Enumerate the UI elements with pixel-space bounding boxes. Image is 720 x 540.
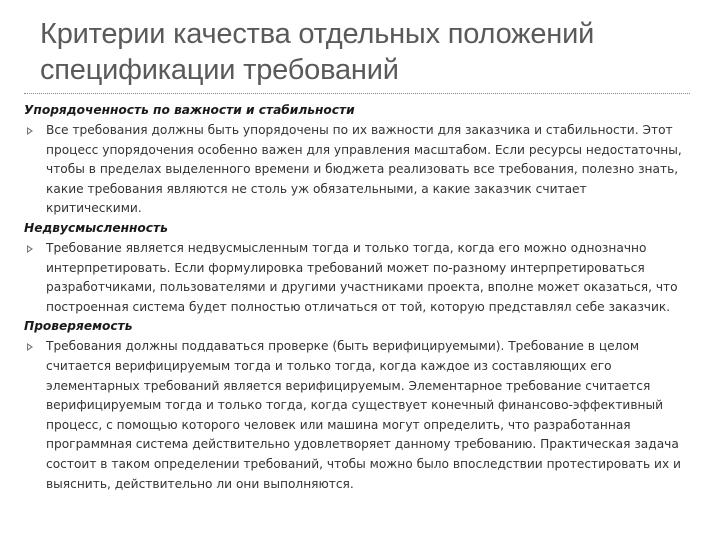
slide-title: Критерии качества отдельных положений спецификации требований [40, 18, 595, 86]
section-heading-verifiability: Проверяемость [24, 319, 133, 334]
section-text-verifiability [24, 337, 684, 494]
section-text-ordering [24, 121, 684, 219]
section-text-unambiguity [24, 239, 684, 317]
section-body-unambiguity: Требование является недвусмысленным тогда и только тогда, когда его можно однозначно интерпретировать. Если формулировка требований может по-разному интерпретироваться разработчиками, пользователями и другими участниками проекта, вполне может оказаться, что построенная система будет полностью отличаться от той, которую представлял себе заказчик. [46, 240, 678, 314]
section-body-verifiability: Требования должны поддаваться проверке (быть верифицируемыми). Требование в целом считается верифицируемым тогда и только тогда, когда каждое из составляющих его элементарных требований является верифицируемым. Элементарное требование считается верифицируемым тогда и только тогда, когда существует конечный финансово-эффективный процесс, с помощью которого человек или машина могут определить, что разработанная программная система действительно удовлетворяет данному требованию. Практическая задача состоит в таком определении требований, чтобы можно было впоследствии протестировать их и выяснить, действительно ли они выполняются. [46, 339, 681, 491]
section-heading-unambiguity: Недвусмысленность [24, 220, 168, 235]
title-divider [24, 93, 690, 94]
bullet-arrow-inner [28, 247, 31, 251]
slide-content [24, 101, 684, 494]
bullet-arrow-inner [28, 345, 31, 349]
section-body-ordering: Все требования должны быть упорядочены по их важности для заказчика и стабильности. Этот процесс упорядочения особенно важен для управления масштабом. Если ресурсы недостаточны, чтобы в пределах выделенного времени и бюджета реализовать все требования, полезно знать, какие требования являются не столь уж обязательными, а какие заказчик считает критическими. [46, 123, 682, 216]
bullet-arrow-inner [28, 129, 31, 133]
section-heading-ordering: Упорядоченность по важности и стабильности [24, 103, 355, 117]
